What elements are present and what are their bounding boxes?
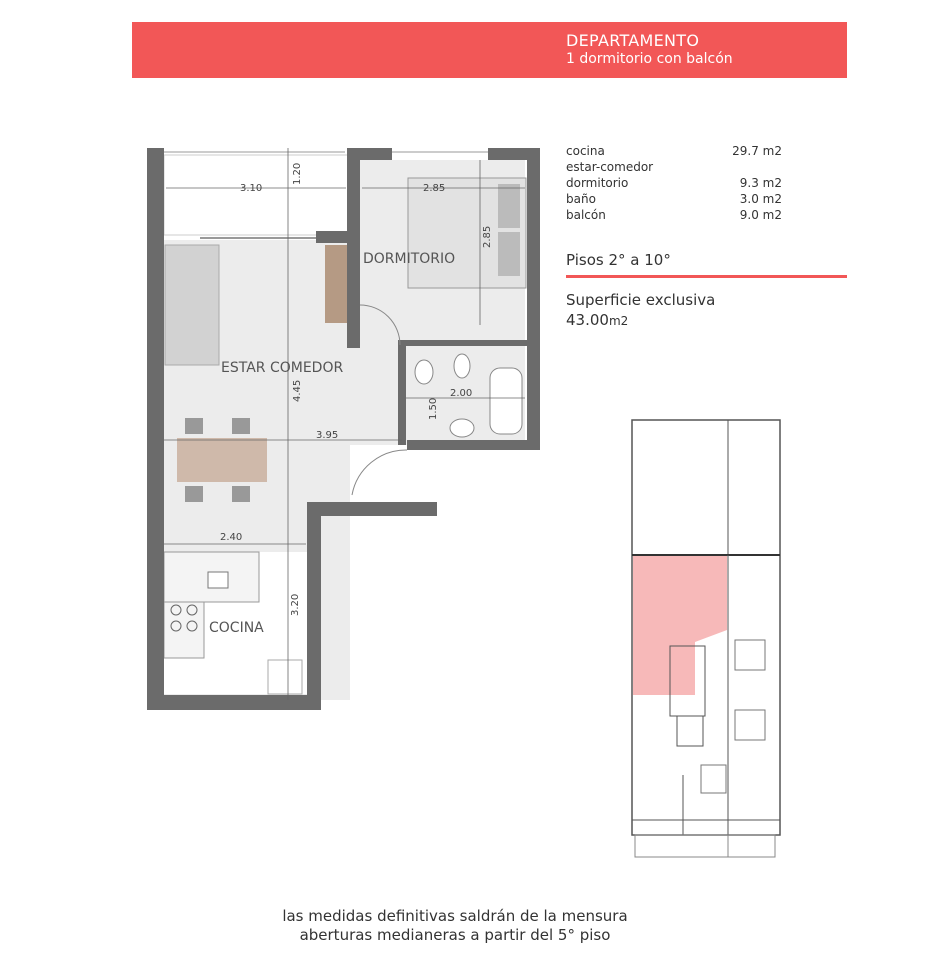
bathtub [490,368,522,434]
area-row [566,191,782,207]
area-value: 29.7 m2 [732,144,782,158]
balcony [164,155,350,235]
surface-unit: m2 [608,314,629,328]
toilet-icon [415,360,433,384]
dim-balcony-width: 3.10 [240,183,263,194]
chair [185,486,203,502]
wall [347,148,360,348]
wall [307,502,321,710]
pillow [498,184,520,228]
dim-bath-depth: 1.50 [428,397,439,420]
room-label-cocina: COCINA [209,620,264,636]
footnote-line: aberturas medianeras a partir del 5° piso [299,926,611,944]
area-row [566,143,782,159]
area-value: 3.0 m2 [739,192,782,206]
area-value: 9.3 m2 [739,176,782,190]
dining-table [177,438,267,482]
wall [316,231,350,243]
divider [566,275,847,278]
tv-unit [325,245,347,323]
dim-bedroom-width: 2.85 [423,183,446,194]
dim-living-width: 3.95 [316,430,339,441]
unit-title: DEPARTAMENTO [566,31,700,50]
bidet-icon [454,354,470,378]
chair [232,418,250,434]
area-row [566,207,782,223]
wall [398,345,406,445]
floors-label: Pisos 2° a 10° [566,251,671,269]
wall [488,148,538,160]
area-value: 9.0 m2 [739,208,782,222]
unit-subtitle: 1 dormitorio con balcón [566,51,733,67]
wall [147,695,317,710]
dim-bath-width: 2.00 [450,388,473,399]
wall [398,340,528,346]
washbasin-icon [450,419,474,437]
wall [347,148,392,160]
kitchen-cooktop [164,602,204,658]
sink-icon [208,572,228,588]
surface-value [566,311,628,329]
area-name: balcón [566,208,606,222]
door-swing [352,450,407,495]
area-row [566,175,782,191]
floor-plan [140,140,540,720]
area-list [566,143,782,223]
wall [147,148,164,710]
wall [407,440,540,450]
room-label-estar: ESTAR COMEDOR [221,360,344,376]
front-balcony [635,835,775,857]
area-row [566,159,782,175]
fridge [268,660,302,694]
dim-kitchen-depth: 3.20 [290,593,301,616]
surface-number: 43.00 [566,311,609,329]
footnote-line: las medidas definitivas saldrán de la mensura [282,907,628,925]
dim-bedroom-depth: 2.85 [482,225,493,248]
area-name: dormitorio [566,176,629,190]
area-name: estar-comedor [566,160,654,174]
building-key-plan [625,410,785,860]
pillow [498,232,520,276]
wall [527,148,540,450]
wall [307,502,437,516]
room-label-dormitorio: DORMITORIO [363,251,456,267]
area-name: cocina [566,144,605,158]
header-banner [132,22,847,78]
chair [232,486,250,502]
sofa [165,245,219,365]
area-name: baño [566,192,596,206]
surface-label: Superficie exclusiva [566,291,716,309]
dim-living-height: 4.45 [292,379,303,402]
dim-balcony-depth: 1.20 [292,162,303,185]
chair [185,418,203,434]
dim-kitchen-width: 2.40 [220,532,243,543]
footnote [0,907,910,945]
